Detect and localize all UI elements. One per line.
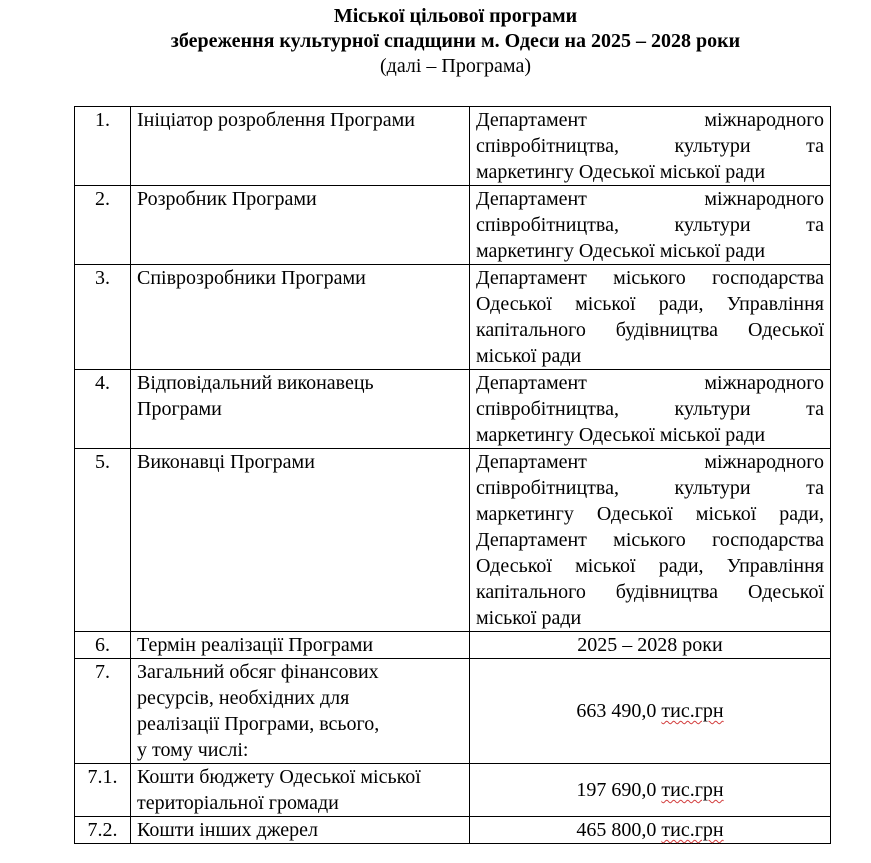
row-value <box>470 764 831 817</box>
document-title-line-1: Міської цільової програми <box>333 5 578 27</box>
row-number: 1. <box>75 107 131 186</box>
document-title-note: (далі – Програма) <box>379 55 531 77</box>
table-row <box>75 107 831 186</box>
row-value-line: Одеської міської ради, Управління <box>476 555 824 577</box>
row-value <box>470 449 831 632</box>
row-label-line: Кошти інших джерел <box>137 819 319 841</box>
row-label-line: реалізації Програми, всього, <box>137 713 380 735</box>
row-value-line: міської ради <box>476 345 582 367</box>
row-value-line: маркетингу Одеської міської ради <box>476 424 766 446</box>
row-label <box>131 632 470 659</box>
program-passport-table-body <box>75 107 831 844</box>
row-label-line: Відповідальний виконавець <box>137 372 374 394</box>
row-value-text: 2025 – 2028 роки <box>577 634 723 656</box>
row-value <box>470 107 831 186</box>
row-label <box>131 817 470 844</box>
table-row <box>75 186 831 265</box>
row-value <box>470 659 831 764</box>
row-label-line: у тому числі: <box>137 739 249 761</box>
document-header <box>0 4 871 79</box>
program-passport-table <box>74 106 831 844</box>
row-label <box>131 764 470 817</box>
row-label-line: Виконавці Програми <box>137 451 315 473</box>
row-number: 3. <box>75 265 131 370</box>
row-value-line: міської ради <box>476 607 582 629</box>
row-value-line: капітального будівництва Одеської <box>476 581 824 603</box>
amount-unit: тис.грн <box>661 779 724 801</box>
row-value-line: Департамент міжнародного <box>476 372 824 394</box>
amount-unit: тис.грн <box>661 819 724 841</box>
row-value-line: Департамент міжнародного <box>476 188 824 210</box>
row-value-line: співробітництва, культури та <box>476 477 824 499</box>
amount-value: 663 490,0 <box>576 700 657 722</box>
row-label-line: територіальної громади <box>137 792 339 814</box>
row-value <box>470 817 831 844</box>
row-value <box>470 370 831 449</box>
row-label <box>131 659 470 764</box>
row-label <box>131 265 470 370</box>
table-row <box>75 764 831 817</box>
row-value-line: співробітництва, культури та <box>476 214 824 236</box>
row-value-line: Департамент міжнародного <box>476 451 824 473</box>
row-value-line: Департамент міського господарства <box>476 529 824 551</box>
financing-amount <box>476 698 824 724</box>
row-number: 5. <box>75 449 131 632</box>
row-label-line: Кошти бюджету Одеської міської <box>137 766 421 788</box>
row-number: 2. <box>75 186 131 265</box>
financing-amount <box>476 777 824 803</box>
row-value <box>470 265 831 370</box>
row-label <box>131 370 470 449</box>
row-number: 7.2. <box>75 817 131 844</box>
row-value-line: Одеської міської ради, Управління <box>476 293 824 315</box>
row-value-line: маркетингу Одеської міської ради <box>476 240 766 262</box>
table-row <box>75 265 831 370</box>
row-label <box>131 449 470 632</box>
row-number: 6. <box>75 632 131 659</box>
row-number: 7.1. <box>75 764 131 817</box>
row-value <box>470 632 831 659</box>
table-row <box>75 370 831 449</box>
row-value-line: капітального будівництва Одеської <box>476 319 824 341</box>
row-label-line: Ініціатор розроблення Програми <box>137 109 415 131</box>
row-value-line: Департамент міського господарства <box>476 267 824 289</box>
table-row <box>75 449 831 632</box>
row-value-line: маркетингу Одеської міської ради, <box>476 503 824 525</box>
row-value-line: співробітництва, культури та <box>476 398 824 420</box>
table-row <box>75 817 831 844</box>
row-value-line: маркетингу Одеської міської ради <box>476 161 766 183</box>
document-title-line-2: збереження культурної спадщини м. Одеси на 2025 – 2028 роки <box>170 30 741 52</box>
row-label-line: Програми <box>137 398 222 420</box>
row-label-line: ресурсів, необхідних для <box>137 687 350 709</box>
amount-value: 197 690,0 <box>576 779 657 801</box>
amount-value: 465 800,0 <box>576 819 657 841</box>
table-row <box>75 659 831 764</box>
row-label-line: Термін реалізації Програми <box>137 634 374 656</box>
financing-amount <box>476 817 824 843</box>
row-label <box>131 186 470 265</box>
amount-unit: тис.грн <box>661 700 724 722</box>
table-row <box>75 632 831 659</box>
row-label-line: Співрозробники Програми <box>137 267 366 289</box>
row-number: 7. <box>75 659 131 764</box>
row-number: 4. <box>75 370 131 449</box>
row-label <box>131 107 470 186</box>
row-label-line: Розробник Програми <box>137 188 317 210</box>
row-value <box>470 186 831 265</box>
row-value-line: Департамент міжнародного <box>476 109 824 131</box>
row-label-line: Загальний обсяг фінансових <box>137 661 379 683</box>
row-value-line: співробітництва, культури та <box>476 135 824 157</box>
